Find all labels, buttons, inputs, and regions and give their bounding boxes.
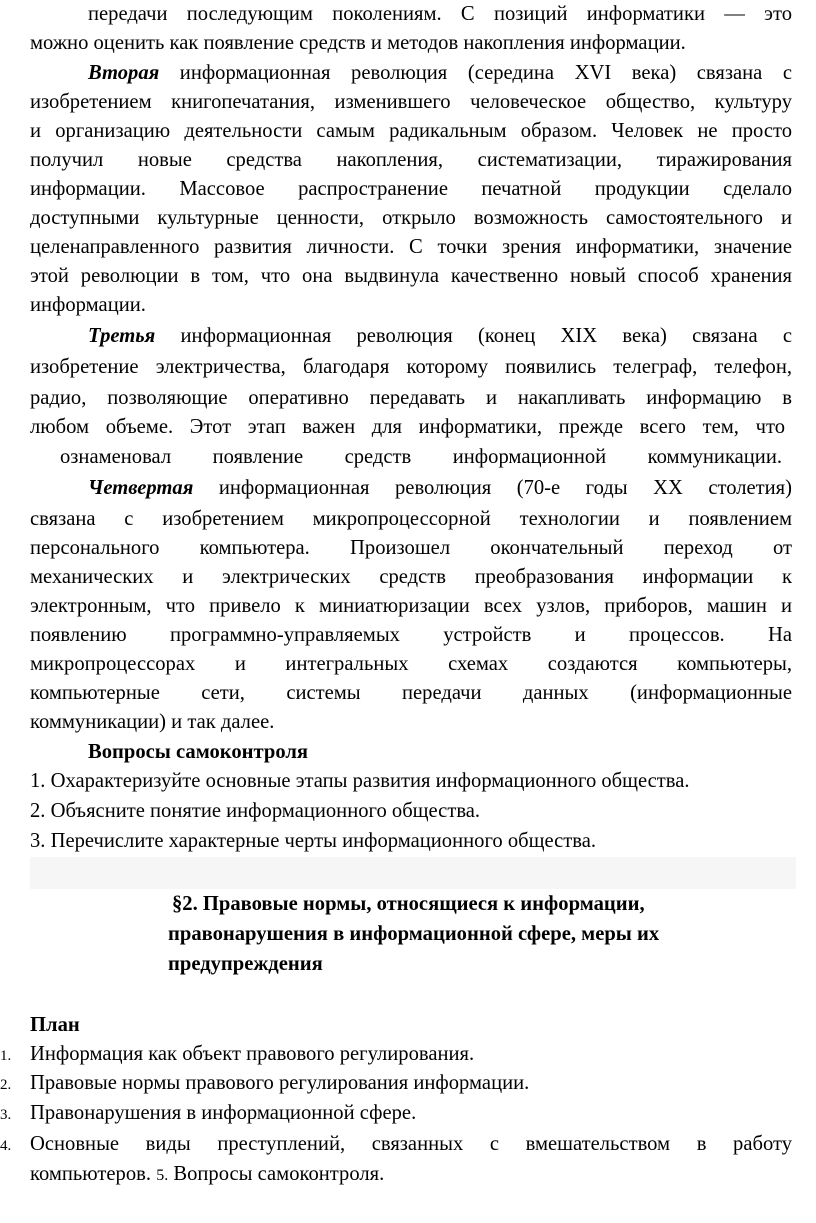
text-line: изобретение электричества, благодаря которому появились телеграф, телефон, [30, 356, 792, 378]
text-span: информационная революция (70-е годы XX столетия) [193, 477, 792, 499]
plan-item [0, 1040, 792, 1069]
text-line: информации. Массовое распространение печатной продукции сделало [30, 178, 792, 200]
plan-heading: План [30, 1014, 80, 1036]
plan-item [0, 1069, 792, 1098]
text-line: информации. [30, 294, 146, 316]
plan-item-text: Правонарушения в информационной сфере. [30, 1102, 417, 1124]
self-check-heading: Вопросы самоконтроля [88, 741, 309, 763]
plan-item-text: Информация как объект правового регулирования. [30, 1043, 475, 1065]
text-span: информационная революция (конец XIX века) связана с [155, 325, 792, 347]
text-line: изобретением книгопечатания, изменившего человеческое общество, культуру [30, 91, 792, 113]
text-line: и организацию деятельности самым радикальным образом. Человек не просто [30, 120, 792, 142]
highlight-band [30, 857, 796, 889]
list-item: 3. Перечислите характерные черты информационного общества. [30, 830, 596, 852]
plan-item-text: компьютеров. [30, 1163, 152, 1185]
plan-item-text: Вопросы самоконтроля. [173, 1163, 385, 1185]
text-line: коммуникации) и так далее. [30, 711, 275, 733]
list-number: 3. [0, 1107, 12, 1123]
plan-item-text: Основные виды преступлений, связанных с вмешательством в работу [30, 1133, 792, 1155]
lead-word: Третья [88, 325, 156, 347]
plan-item [0, 1130, 792, 1159]
section-heading: предупреждения [168, 953, 323, 975]
list-number: 1. [0, 1048, 12, 1064]
text-line: появлению программно-управляемых устройств и процессов. На [30, 624, 792, 646]
text-line: передачи последующим поколениям. С позиций информатики — это [88, 3, 792, 25]
section-heading: правонарушения в информационной сфере, меры их [168, 923, 660, 945]
list-number: 2. [0, 1077, 12, 1093]
text-line: доступными культурные ценности, открыло возможность самостоятельного и [30, 207, 792, 229]
section-heading: §2. Правовые нормы, относящиеся к информации, [172, 893, 645, 915]
text-line: можно оценить как появление средств и методов накопления информации. [30, 32, 686, 54]
text-span: информационная революция (середина XVI века) связана с [159, 62, 792, 84]
text-line: связана с изобретением микропроцессорной технологии и появлением [30, 508, 792, 530]
text-line: микропроцессорах и интегральных схемах создаются компьютеры, [30, 653, 792, 675]
paragraph-third-revolution [30, 322, 792, 351]
text-line: радио, позволяющие оперативно передавать и накапливать информацию в [30, 387, 792, 409]
text-line [60, 443, 782, 472]
list-item: 1. Охарактеризуйте основные этапы развития информационного общества. [30, 770, 690, 792]
plan-item-text: Правовые нормы правового регулирования информации. [30, 1072, 530, 1094]
list-item: 2. Объясните понятие информационного общества. [30, 800, 481, 822]
text-span: любом объеме. Этот этап важен для информатики, прежде всего тем, что [30, 416, 785, 438]
paragraph-fourth-revolution [30, 474, 792, 503]
text-line: электронным, что привело к миниатюризации всех узлов, приборов, машин и [30, 595, 792, 617]
text-span: ознаменовал появление средств информационной коммуникации. [60, 446, 782, 468]
plan-item [0, 1099, 792, 1128]
plan-item-continuation [30, 1160, 792, 1190]
text-line: целенаправленного развития личности. С точки зрения информатики, значение [30, 236, 792, 258]
text-line: получил новые средства накопления, систематизации, тиражирования [30, 149, 792, 171]
list-number: 5. [156, 1167, 169, 1184]
list-number: 4. [0, 1138, 12, 1154]
text-line [30, 413, 785, 442]
text-line: персонального компьютера. Произошел окончательный переход от [30, 537, 792, 559]
text-line: компьютерные сети, системы передачи данных (информационные [30, 682, 792, 704]
lead-word: Вторая [88, 62, 160, 84]
lead-word: Четвертая [88, 477, 194, 499]
text-line: этой революции в том, что она выдвинула качественно новый способ хранения [30, 265, 792, 287]
text-line: механических и электрических средств преобразования информации к [30, 566, 792, 588]
paragraph-second-revolution [30, 59, 792, 88]
